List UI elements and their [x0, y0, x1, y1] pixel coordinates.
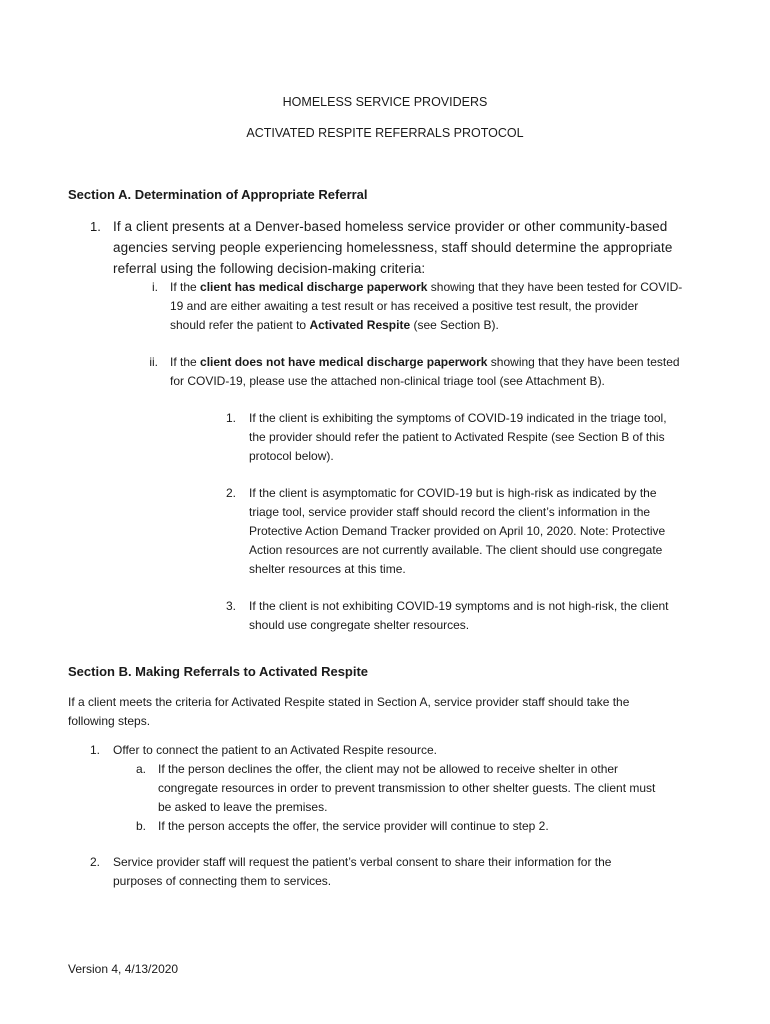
step-2-line: purposes of connecting them to services.	[113, 874, 332, 888]
step-1b-text: If the person accepts the offer, the service provider will continue to step 2.	[158, 819, 549, 833]
step-1a-line: congregate resources in order to prevent transmission to other shelter guests. The client must	[158, 781, 656, 795]
list-number: 2.	[226, 486, 237, 500]
section-b-intro: If a client meets the criteria for Activated Respite stated in Section A, service provider staff should take the	[68, 695, 630, 709]
sub-i-line: If the client has medical discharge paperwork showing that they have been tested for COVID-	[170, 280, 683, 294]
step-1a-line: be asked to leave the premises.	[158, 800, 328, 814]
nested-item-line: should use congregate shelter resources.	[249, 618, 470, 632]
list-number: 1.	[90, 743, 101, 757]
nested-item-line: the provider should refer the patient to Activated Respite (see Section B of this	[249, 430, 665, 444]
sub-i-line: 19 and are either awaiting a test result or has received a positive test result, the provider	[170, 299, 639, 313]
sub-ii-line: for COVID-19, please use the attached non-clinical triage tool (see Attachment B).	[170, 374, 605, 388]
list-number: 1.	[226, 411, 237, 425]
list-number: b.	[136, 819, 147, 833]
nested-item-line: triage tool, service provider staff should record the client’s information in the	[249, 505, 651, 519]
step-1-text: Offer to connect the patient to an Activated Respite resource.	[113, 743, 437, 757]
step-2-line: Service provider staff will request the patient’s verbal consent to share their information for the	[113, 855, 612, 869]
nested-item-line: shelter resources at this time.	[249, 562, 406, 576]
list-number: ii.	[149, 355, 158, 369]
item-1-line: agencies serving people experiencing homelessness, staff should determine the appropriate	[113, 240, 673, 255]
nested-item-line: If the client is not exhibiting COVID-19 symptoms and is not high-risk, the client	[249, 599, 669, 613]
item-1-line: If a client presents at a Denver-based homeless service provider or other community-based	[113, 219, 668, 234]
sub-i-line: should refer the patient to Activated Respite (see Section B).	[170, 318, 499, 332]
section-b-heading: Section B. Making Referrals to Activated Respite	[68, 664, 369, 679]
section-b-intro: following steps.	[68, 714, 151, 728]
version-footer: Version 4, 4/13/2020	[68, 962, 179, 976]
nested-item-line: If the client is exhibiting the symptoms of COVID-19 indicated in the triage tool,	[249, 411, 667, 425]
item-1-line: referral using the following decision-making criteria:	[113, 261, 426, 276]
list-number: 3.	[226, 599, 237, 613]
section-a-heading: Section A. Determination of Appropriate Referral	[68, 187, 368, 202]
list-number: 1.	[90, 219, 101, 234]
nested-item-line: Protective Action Demand Tracker provided on April 10, 2020. Note: Protective	[249, 524, 666, 538]
list-number: 2.	[90, 855, 101, 869]
document-title: HOMELESS SERVICE PROVIDERS	[282, 95, 488, 109]
list-number: i.	[152, 280, 158, 294]
sub-ii-line: If the client does not have medical discharge paperwork showing that they have been tested	[170, 355, 680, 369]
nested-item-line: Action resources are not currently available. The client should use congregate	[249, 543, 663, 557]
nested-item-line: If the client is asymptomatic for COVID-19 but is high-risk as indicated by the	[249, 486, 657, 500]
step-1a-line: If the person declines the offer, the client may not be allowed to receive shelter in other	[158, 762, 619, 776]
nested-item-line: protocol below).	[249, 449, 334, 463]
document-subtitle: ACTIVATED RESPITE REFERRALS PROTOCOL	[246, 126, 524, 140]
list-number: a.	[136, 762, 147, 776]
